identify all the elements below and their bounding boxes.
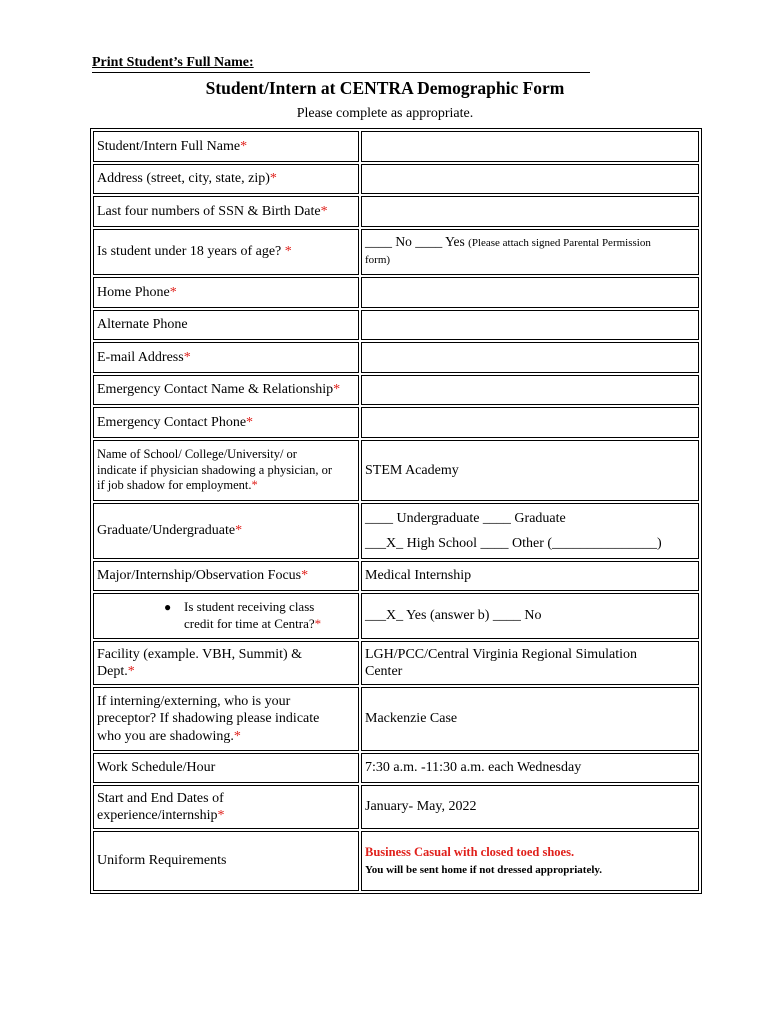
row-emergency-name — [93, 375, 699, 405]
input-emergency-phone[interactable] — [361, 407, 699, 438]
row-school — [93, 440, 699, 501]
label-grad: Graduate/Undergraduate* — [93, 503, 359, 559]
row-alt-phone — [93, 310, 699, 340]
input-major[interactable]: Medical Internship — [361, 561, 699, 591]
label-alt-phone: Alternate Phone — [93, 310, 359, 340]
label-credit: ● Is student receiving class credit for time at Centra?* — [93, 593, 359, 639]
label-uniform: Uniform Requirements — [93, 831, 359, 891]
row-schedule — [93, 753, 699, 783]
input-grad[interactable]: ____ Undergraduate ____ Graduate ___X_ High School ____ Other (_______________) — [361, 503, 699, 559]
label-ssn: Last four numbers of SSN & Birth Date* — [93, 196, 359, 227]
form-subtitle: Please complete as appropriate. — [296, 106, 474, 121]
row-major — [93, 561, 699, 591]
label-under18: Is student under 18 years of age? * — [93, 229, 359, 275]
input-email[interactable] — [361, 342, 699, 373]
label-preceptor: If interning/externing, who is your preceptor? If shadowing please indicate who you are shadowing.* — [93, 687, 359, 751]
label-facility: Facility (example. VBH, Summit) & Dept.* — [93, 641, 359, 685]
label-address: Address (street, city, state, zip)* — [93, 164, 359, 194]
row-preceptor — [93, 687, 699, 751]
label-home-phone: Home Phone* — [93, 277, 359, 308]
row-facility — [93, 641, 699, 685]
label-schedule: Work Schedule/Hour — [93, 753, 359, 783]
input-ssn[interactable] — [361, 196, 699, 227]
input-emergency-name[interactable] — [361, 375, 699, 405]
row-grad — [93, 503, 699, 559]
input-address[interactable] — [361, 164, 699, 194]
row-ssn — [93, 196, 699, 227]
bullet-icon: ● — [164, 600, 172, 614]
input-uniform[interactable]: Business Casual with closed toed shoes. You will be sent home if not dressed appropriately. — [361, 831, 699, 891]
row-email — [93, 342, 699, 373]
label-full-name: Student/Intern Full Name* — [93, 131, 359, 162]
label-emergency-phone: Emergency Contact Phone* — [93, 407, 359, 438]
label-dates: Start and End Dates of experience/internship* — [93, 785, 359, 829]
row-home-phone — [93, 277, 699, 308]
row-emergency-phone — [93, 407, 699, 438]
row-uniform — [93, 831, 699, 891]
demographic-table — [90, 128, 702, 894]
label-school: Name of School/ College/University/ or indicate if physician shadowing a physician, or if job shadow for employment.* — [93, 440, 359, 501]
input-full-name[interactable] — [361, 131, 699, 162]
print-name-field[interactable] — [92, 55, 590, 73]
label-emergency-name: Emergency Contact Name & Relationship* — [93, 375, 359, 405]
input-school[interactable]: STEM Academy — [361, 440, 699, 501]
row-under18 — [93, 229, 699, 275]
row-address — [93, 164, 699, 194]
label-email: E-mail Address* — [93, 342, 359, 373]
input-alt-phone[interactable] — [361, 310, 699, 340]
input-under18[interactable]: ____ No ____ Yes (Please attach signed Parental Permission form) — [361, 229, 699, 275]
input-credit[interactable]: ___X_ Yes (answer b) ____ No — [361, 593, 699, 639]
print-name-label: Print Student’s Full Name: — [92, 55, 254, 70]
row-dates — [93, 785, 699, 829]
row-credit — [93, 593, 699, 639]
form-title: Student/Intern at CENTRA Demographic Form — [205, 78, 565, 98]
label-major: Major/Internship/Observation Focus* — [93, 561, 359, 591]
input-facility[interactable]: LGH/PCC/Central Virginia Regional Simulation Center — [361, 641, 699, 685]
row-full-name — [93, 131, 699, 162]
input-schedule[interactable]: 7:30 a.m. -11:30 a.m. each Wednesday — [361, 753, 699, 783]
input-preceptor[interactable]: Mackenzie Case — [361, 687, 699, 751]
input-dates[interactable]: January- May, 2022 — [361, 785, 699, 829]
input-home-phone[interactable] — [361, 277, 699, 308]
